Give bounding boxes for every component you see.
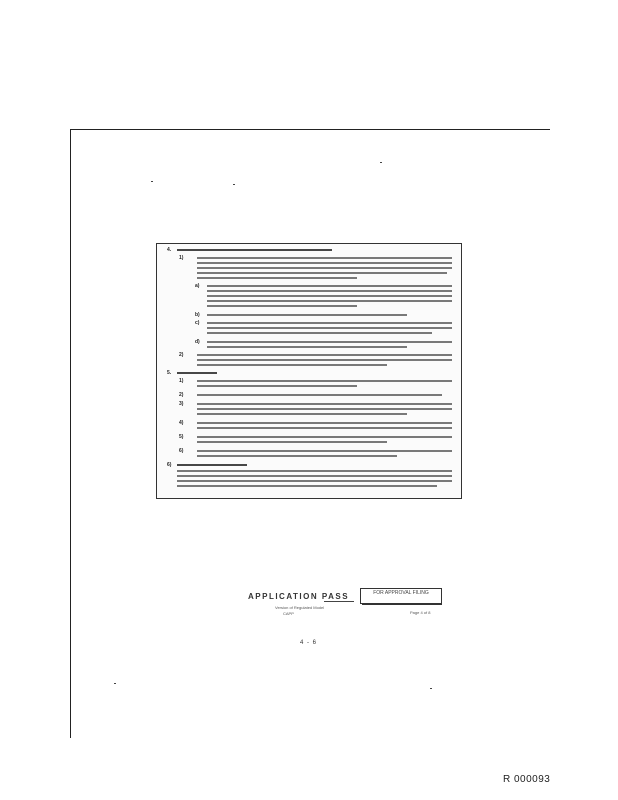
- text-line: [197, 272, 447, 274]
- text-line: [197, 359, 452, 361]
- page-reference: Page 4 of 8: [410, 610, 431, 615]
- text-line: [197, 394, 442, 396]
- text-line: [197, 257, 452, 259]
- text-line: [197, 427, 452, 429]
- approval-box-underline: [362, 603, 442, 605]
- item-marker: 2): [179, 392, 184, 398]
- item-marker: b): [195, 312, 200, 318]
- scanned-document-section: [156, 243, 462, 499]
- item-marker: 2): [179, 352, 184, 358]
- text-line: [197, 354, 452, 356]
- text-line: [207, 314, 407, 316]
- issue-line-2: CAPP: [283, 611, 294, 616]
- text-line: [177, 464, 247, 466]
- text-line: [207, 300, 452, 302]
- scan-speck: [114, 683, 116, 684]
- text-line: [197, 413, 407, 415]
- text-line: [197, 455, 397, 457]
- text-line: [207, 341, 452, 343]
- text-line: [177, 470, 452, 472]
- item-marker: c): [195, 320, 200, 326]
- scan-speck: [430, 688, 432, 689]
- text-line: [207, 285, 452, 287]
- text-line: [177, 485, 437, 487]
- text-line: [177, 480, 452, 482]
- issue-line-1: Version of Regulated Model: [275, 605, 325, 610]
- text-line: [207, 332, 432, 334]
- text-line: [207, 295, 452, 297]
- text-line: [197, 380, 452, 382]
- text-line: [197, 267, 452, 269]
- approval-box: FOR APPROVAL FILING: [360, 588, 442, 604]
- scan-speck: [380, 162, 382, 163]
- text-line: [197, 385, 357, 387]
- text-line: [197, 364, 387, 366]
- bates-number: R 000093: [503, 774, 551, 785]
- scan-speck: [151, 181, 153, 182]
- text-line: [177, 475, 452, 477]
- text-line: [197, 403, 452, 405]
- scan-speck: [233, 184, 235, 185]
- text-line: [207, 346, 407, 348]
- text-line: [197, 422, 452, 424]
- item-marker: 6): [179, 448, 184, 454]
- signature-line: [324, 601, 354, 602]
- text-line: [207, 327, 452, 329]
- item-marker: d): [195, 339, 200, 345]
- item-marker: 3): [179, 401, 184, 407]
- section-marker: 5.: [167, 370, 172, 376]
- text-line: [177, 372, 217, 374]
- section-marker: 4.: [167, 247, 172, 253]
- page-number: 4 - 6: [300, 640, 318, 646]
- application-pass-label: APPLICATION PASS: [248, 592, 350, 601]
- text-line: [207, 322, 452, 324]
- section-marker: 6): [167, 462, 172, 468]
- text-line: [197, 277, 357, 279]
- text-line: [197, 436, 452, 438]
- text-line: [197, 408, 452, 410]
- text-line: [207, 305, 357, 307]
- text-line: [197, 450, 452, 452]
- item-marker: 4): [179, 420, 184, 426]
- text-line: [197, 441, 387, 443]
- text-line: [207, 290, 452, 292]
- item-marker: 5): [179, 434, 184, 440]
- item-marker: a): [195, 283, 200, 289]
- text-line: [197, 262, 452, 264]
- item-marker: 1): [179, 378, 184, 384]
- text-line: [177, 249, 332, 251]
- item-marker: 1): [179, 255, 184, 261]
